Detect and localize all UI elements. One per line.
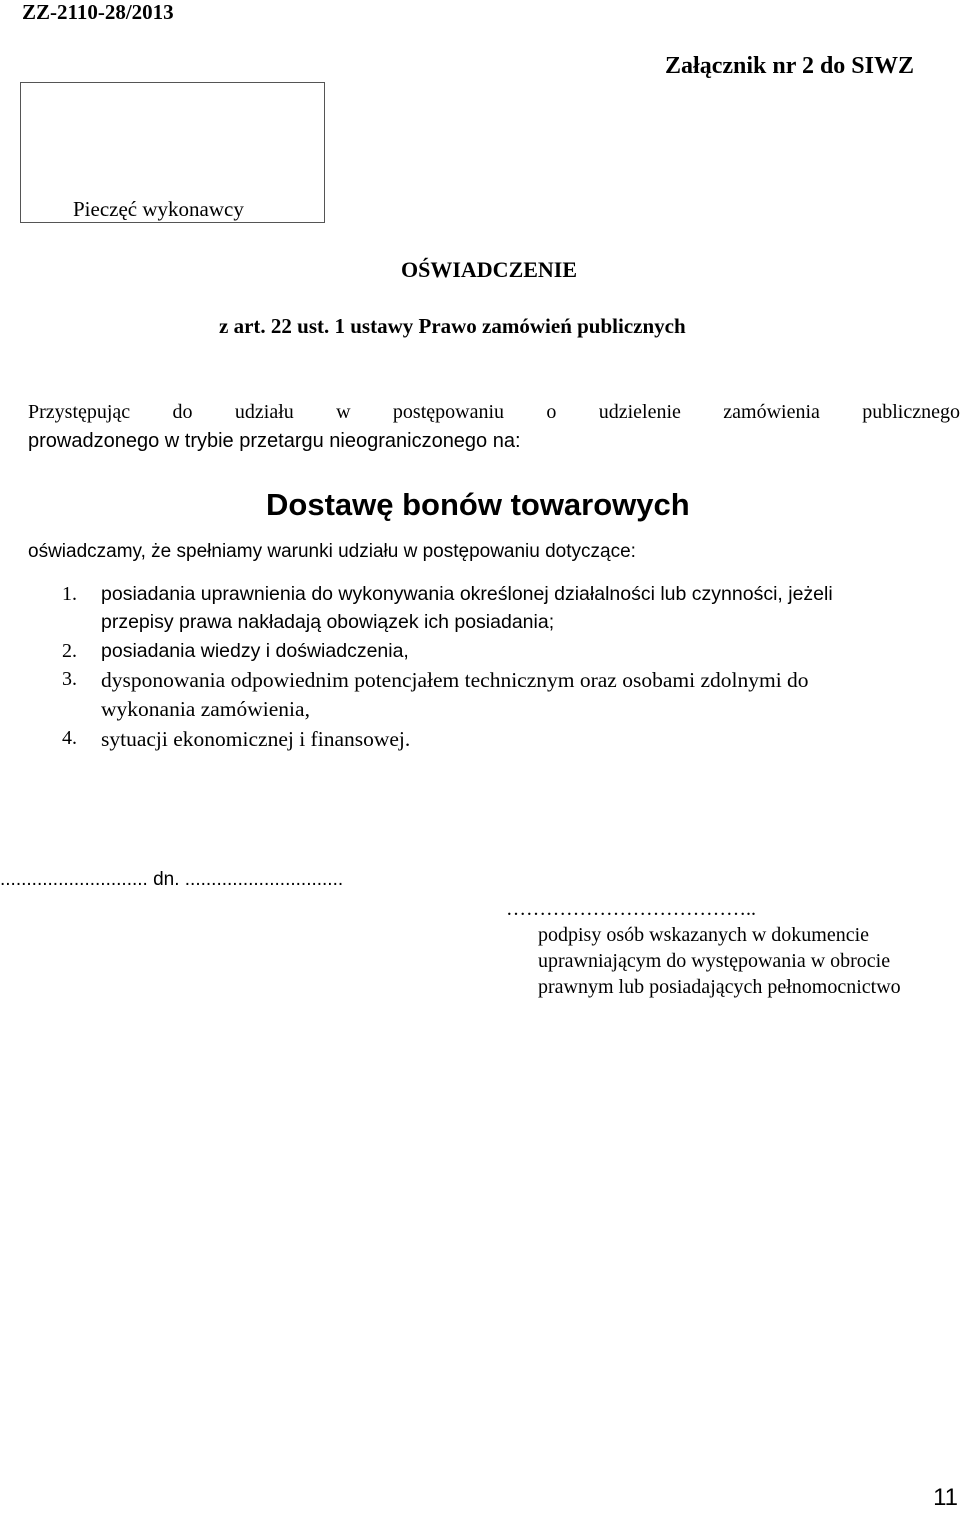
attachment-label: Załącznik nr 2 do SIWZ [665,53,914,79]
condition-text: dysponowania odpowiednim potencjałem technicznym oraz osobami zdolnymi do [101,668,809,692]
intro-line-2: prowadzonego w trybie przetargu nieograniczonego na: [28,430,521,452]
signature-caption-line: podpisy osób wskazanych w dokumencie [538,924,870,946]
document-subtitle: z art. 22 ust. 1 ustawy Prawo zamówień publicznych [219,314,686,338]
condition-number: 2. [62,640,77,662]
condition-text-continued: wykonania zamówienia, [101,697,310,721]
stamp-caption: Pieczęć wykonawcy [73,197,244,221]
condition-number: 3. [62,668,77,690]
document-number: ZZ-2110-28/2013 [22,0,174,24]
signature-caption-line: prawnym lub posiadających pełnomocnictwo [538,976,901,998]
condition-number: 4. [62,727,77,749]
intro-line-1: Przystępując do udziału w postępowaniu o udzielenie zamówienia publicznego [28,401,960,423]
page-number: 11 [933,1484,958,1511]
condition-text: posiadania uprawnienia do wykonywania określonej działalności lub czynności, jeżeli [101,583,833,605]
condition-text: posiadania wiedzy i doświadczenia, [101,640,409,662]
condition-text: sytuacji ekonomicznej i finansowej. [101,727,411,751]
document-title: OŚWIADCZENIE [401,257,578,282]
condition-number: 1. [62,583,77,605]
declaration-text: oświadczamy, że spełniamy warunki udziału w postępowaniu dotyczące: [28,541,636,562]
signature-dotted-line: ……………………………….. [506,898,756,920]
condition-text-continued: przepisy prawa nakładają obowiązek ich posiadania; [101,611,555,633]
signature-caption-line: uprawniającym do występowania w obrocie [538,950,891,972]
tender-subject: Dostawę bonów towarowych [266,487,690,522]
place-date-line: ............................ dn. .............................. [0,869,344,890]
